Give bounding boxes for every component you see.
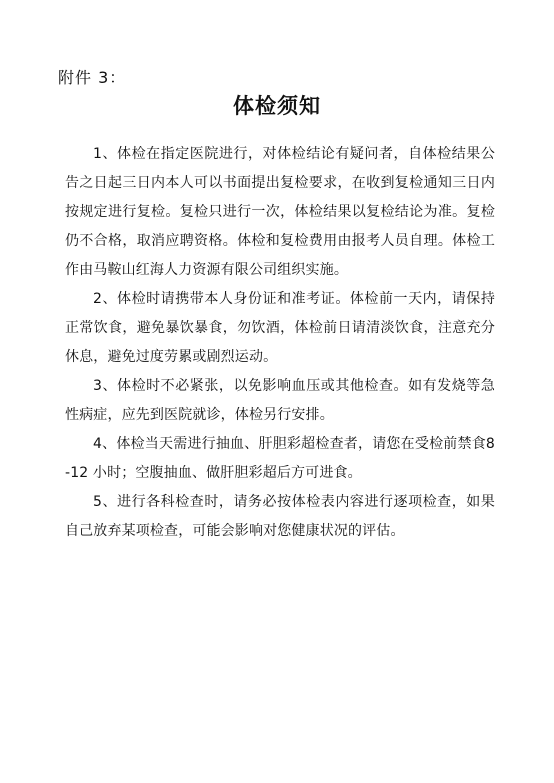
document-body [65, 140, 495, 546]
notice-item-4: 4、体检当天需进行抽血、肝胆彩超检查者，请您在受检前禁食8-12 小时；空腹抽血、做肝胆彩超后方可进食。 [65, 436, 495, 481]
document-title: 体检须知 [233, 94, 321, 118]
notice-item-1: 1、体检在指定医院进行，对体检结论有疑问者，自体检结果公告之日起三日内本人可以书面提出复检要求，在收到复检通知三日内按规定进行复检。复检只进行一次，体检结果以复检结论为准。复检仍不合格，取消应聘资格。体检和复检费用由报考人员自理。体检工作由马鞍山红海人力资源有限公司组织实施。 [65, 146, 495, 278]
notice-item-2: 2、体检时请携带本人身份证和准考证。体检前一天内，请保持正常饮食，避免暴饮暴食，勿饮酒，体检前日请清淡饮食，注意充分休息，避免过度劳累或剧烈运动。 [65, 291, 495, 365]
notice-item-5: 5、进行各科检查时，请务必按体检表内容进行逐项检查，如果自己放弃某项检查，可能会影响对您健康状况的评估。 [65, 494, 495, 539]
notice-item-3: 3、体检时不必紧张，以免影响血压或其他检查。如有发烧等急性病症，应先到医院就诊，体检另行安排。 [65, 378, 495, 423]
attachment-label: 附件 3： [58, 68, 127, 87]
